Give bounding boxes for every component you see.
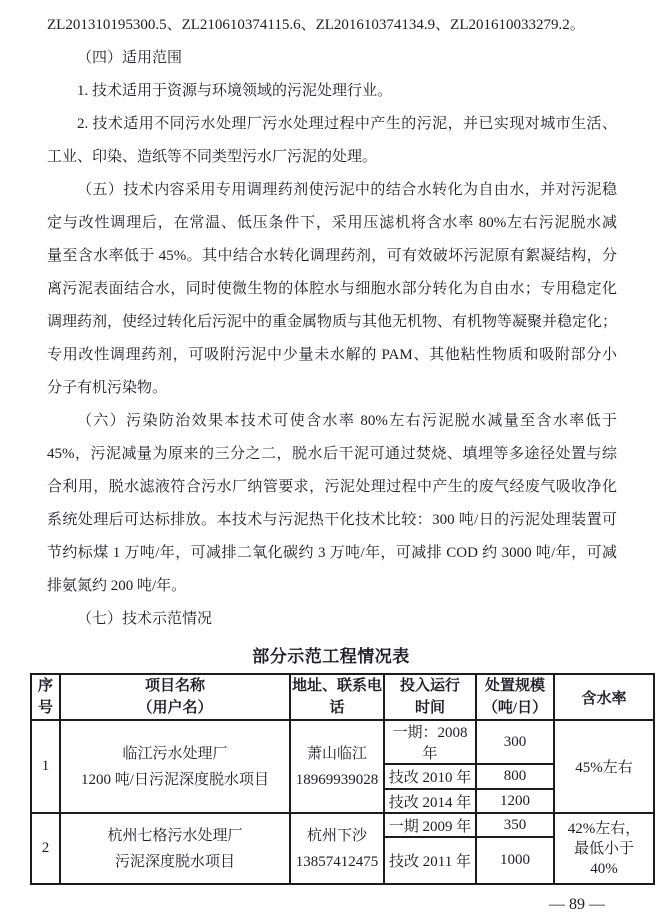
header-address-phone [290,674,384,720]
cell-serial-2: 2 [31,813,60,884]
cell-time-1-2: 技改 2010 年 [384,764,476,789]
cell-contact-2 [290,813,384,884]
text-line-section-7-heading: （七）技术示范情况 [77,611,213,627]
cell-contact-1-address: 萧山临江 [306,745,367,762]
cell-contact-1-phone: 18969939028 [295,771,379,788]
demo-projects-table [30,673,655,885]
text-line: 量至含水率低于 45%。其中结合水转化调理药剂，可有效破坏污泥原有絮凝结构，分 [47,248,617,264]
header-serial-line2: 号 [37,700,53,716]
table-row-1-phase-1 [31,720,654,764]
cell-scale-2-1: 350 [476,813,554,837]
cell-time-1-3: 技改 2014 年 [384,789,476,813]
text-line: 45%，污泥减量为原来的三分之二，脱水后干泥可通过焚烧、填埋等多途径处置与综 [47,446,617,462]
header-address-line1: 地址、联系电 [291,678,382,694]
cell-moisture-2 [554,813,654,884]
cell-serial-1: 1 [31,720,60,813]
header-scale-line2: （吨/日） [482,700,548,716]
header-project-line1: 项目名称 [144,678,205,694]
cell-scale-1-1: 300 [476,720,554,764]
text-line: 系统处理后可达标排放。本技术与污泥热干化技术比较：300 吨/日的污泥处理装置可 [47,512,617,528]
header-project-line2: （用户名） [137,700,213,716]
cell-moisture-2-line1: 42%左右， [567,820,641,837]
text-line: 定与改性调理后，在常温、低压条件下，采用压滤机将含水率 80%左右污泥脱水减 [47,215,617,231]
table-row-2-phase-1 [31,813,654,837]
cell-moisture-2-line3: 40% [590,860,618,877]
cell-moisture-1: 45%左右 [554,720,654,813]
text-line: 调理药剂，使经过转化后污泥中的重金属物质与其他无机物、有机物等凝聚并稳定化； [47,314,618,330]
cell-scale-1-2: 800 [476,764,554,789]
cell-project-2 [60,813,290,884]
cell-contact-2-phone: 13857412475 [295,853,379,870]
header-operation-time [384,674,476,720]
cell-project-1-line1: 临江污水处理厂 [122,745,228,762]
page-number: — 89 — [549,896,605,912]
header-time-line1: 投入运行 [399,678,460,694]
header-time-line2: 时间 [414,700,445,716]
header-scale-line1: 处置规模 [484,678,545,694]
text-line: 节约标煤 1 万吨/年，可减排二氧化碳约 3 万吨/年，可减排 COD 约 3000 吨/年，可减 [47,545,617,561]
text-line: 排氨氮约 200 吨/年。 [47,578,187,594]
cell-time-2-1: 一期 2009 年 [384,813,476,837]
cell-project-2-line1: 杭州七格污水处理厂 [107,827,243,844]
header-disposal-scale [476,674,554,720]
header-serial-line1: 序 [37,678,53,694]
text-line: 分子有机污染物。 [47,380,168,396]
cell-time-2-2: 技改 2011 年 [384,837,476,884]
cell-moisture-2-line2: 最低小于 [573,840,634,857]
cell-scale-1-3: 1200 [476,789,554,813]
cell-contact-1 [290,720,384,813]
table-title: 部分示范工程情况表 [252,647,410,666]
text-line: 离污泥表面结合水，同时使微生物的体腔水与细胞水部分转化为自由水；专用稳定化 [47,281,617,297]
body-text [47,0,617,636]
text-line: 2. 技术适用不同污水处理厂污水处理过程中产生的污泥，并已实现对城市生活、 [77,116,617,132]
text-line-patent-numbers: ZL201310195300.5、ZL210610374115.6、ZL201610374134.9、ZL201610033279.2。 [47,17,585,33]
text-line: 工业、印染、造纸等不同类型污水厂污泥的处理。 [47,149,378,165]
text-line: 合利用，脱水滤液符合污水厂纳管要求，污泥处理过程中产生的废气经废气吸收净化 [47,479,617,495]
cell-project-1 [60,720,290,813]
header-serial-number [31,674,60,720]
table-header-row [31,674,654,720]
text-line-section-5-heading: （五）技术内容采用专用调理药剂使污泥中的结合水转化为自由水，并对污泥稳 [77,182,617,198]
cell-scale-2-2: 1000 [476,837,554,884]
cell-contact-2-address: 杭州下沙 [306,827,367,844]
header-address-line2: 话 [329,700,345,716]
cell-time-1-1: 一期：2008 年 [384,720,476,764]
header-moisture-content: 含水率 [554,674,654,720]
text-line: 专用改性调理药剂，可吸附污泥中少量未水解的 PAM、其他粘性物质和吸附部分小 [47,347,617,363]
text-line: 1. 技术适用于资源与环境领域的污泥处理行业。 [77,83,393,99]
text-line-section-6-heading: （六）污染防治效果本技术可使含水率 80%左右污泥脱水减量至含水率低于 [77,413,617,429]
cell-project-2-line2: 污泥深度脱水项目 [114,853,235,870]
text-line-section-4-heading: （四）适用范围 [77,50,183,66]
cell-project-1-line2: 1200 吨/日污泥深度脱水项目 [81,771,269,788]
header-project-name [60,674,290,720]
